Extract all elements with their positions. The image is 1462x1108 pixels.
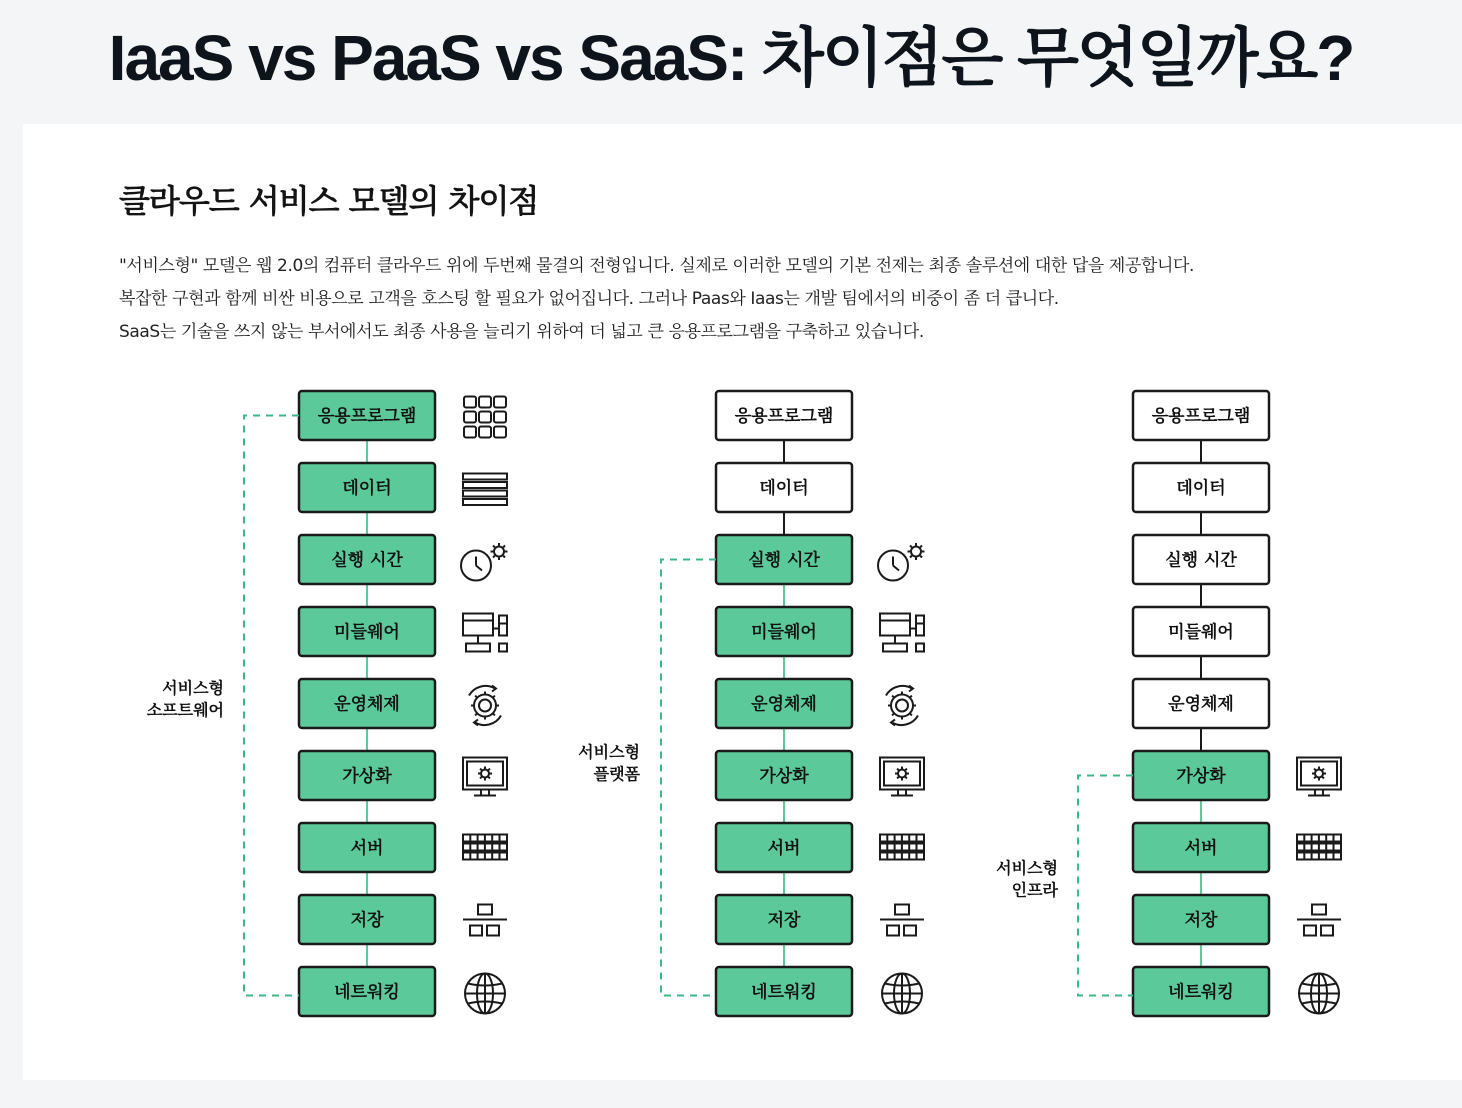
layer-box (1133, 967, 1269, 1016)
layer-label: 서버 (1184, 838, 1218, 859)
storage-icon (880, 905, 924, 936)
layer-box (1133, 751, 1269, 800)
server-rack-icon (880, 835, 924, 860)
runtime-clock-icon (878, 543, 925, 581)
layer-label: 실행 시간 (1165, 550, 1237, 571)
service-label-line: 서비스형 (996, 858, 1058, 878)
storage-icon (1297, 905, 1341, 936)
layer-box (299, 607, 435, 656)
layer-label: 저장 (1184, 910, 1218, 931)
layer-box (716, 463, 852, 512)
layer-label: 응용프로그램 (1151, 406, 1251, 427)
cloud-model-diagram (23, 124, 1462, 1080)
layer-box (716, 895, 852, 944)
virtualization-monitor-icon (880, 758, 924, 796)
service-label-line: 인프라 (1011, 880, 1058, 900)
server-rack-icon (463, 835, 507, 860)
virtualization-monitor-icon (463, 758, 507, 796)
middleware-icon (463, 614, 507, 652)
layer-label: 네트워킹 (334, 982, 400, 1003)
layer-label: 미들웨어 (1168, 622, 1234, 643)
service-label (578, 743, 640, 784)
layer-label: 응용프로그램 (317, 406, 417, 427)
layer-box (299, 751, 435, 800)
layer-label: 가상화 (759, 766, 809, 787)
layer-box (299, 967, 435, 1016)
service-label (996, 859, 1058, 900)
layer-box (1133, 391, 1269, 440)
layer-box (299, 679, 435, 728)
layer-box (716, 391, 852, 440)
layer-box (1133, 823, 1269, 872)
layer-box (1133, 463, 1269, 512)
layer-box (716, 607, 852, 656)
layer-label: 저장 (767, 910, 801, 931)
service-label-line: 소프트웨어 (146, 700, 224, 720)
service-label (147, 679, 224, 720)
model-column (996, 391, 1341, 1016)
layer-label: 실행 시간 (331, 550, 403, 571)
layer-label: 가상화 (1176, 766, 1226, 787)
layer-label: 데이터 (759, 478, 809, 499)
server-rack-icon (1297, 835, 1341, 860)
description-line: 복잡한 구현과 함께 비싼 비용으로 고객을 호스팅 할 필요가 없어집니다. 그러나 Paas와 Iaas는 개발 팀에서의 비중이 좀 더 큽니다. (119, 289, 1059, 309)
layer-label: 실행 시간 (748, 550, 820, 571)
layer-label: 운영체제 (1168, 694, 1234, 715)
layer-box (299, 463, 435, 512)
network-globe-icon (465, 974, 505, 1014)
layer-box (1133, 895, 1269, 944)
layer-label: 서버 (767, 838, 801, 859)
network-globe-icon (1299, 974, 1339, 1014)
layer-box (299, 823, 435, 872)
layer-label: 가상화 (342, 766, 392, 787)
layer-label: 운영체제 (751, 694, 817, 715)
layer-label: 데이터 (342, 478, 392, 499)
layer-label: 네트워킹 (1168, 982, 1234, 1003)
layer-label: 미들웨어 (751, 622, 817, 643)
os-gear-icon (469, 686, 501, 726)
layer-label: 데이터 (1176, 478, 1226, 499)
layer-label: 네트워킹 (751, 982, 817, 1003)
runtime-clock-icon (461, 543, 508, 581)
service-bracket (661, 560, 716, 996)
layer-box (716, 823, 852, 872)
virtualization-monitor-icon (1297, 758, 1341, 796)
service-bracket (1078, 776, 1133, 996)
layer-box (1133, 607, 1269, 656)
service-label-line: 서비스형 (162, 678, 224, 698)
layer-box (716, 967, 852, 1016)
layer-box (299, 895, 435, 944)
layer-box (299, 391, 435, 440)
section-title: 클라우드 서비스 모델의 차이점 (119, 182, 539, 220)
layer-box (299, 535, 435, 584)
middleware-icon (880, 614, 924, 652)
content-card (23, 124, 1462, 1080)
description-line: "서비스형" 모델은 웹 2.0의 컴퓨터 클라우드 위에 두번째 물결의 전형입니다. 실제로 이러한 모델의 기본 전제는 최종 솔루션에 대한 답을 제공합니다. (119, 256, 1195, 276)
layer-box (1133, 535, 1269, 584)
description-line: SaaS는 기술을 쓰지 않는 부서에서도 최종 사용을 늘리기 위하여 더 넓고 큰 응용프로그램을 구축하고 있습니다. (119, 322, 924, 342)
layer-label: 미들웨어 (334, 622, 400, 643)
model-column (147, 391, 508, 1016)
page-title: IaaS vs PaaS vs SaaS: 차이점은 무엇일까요? (108, 22, 1354, 94)
layer-box (1133, 679, 1269, 728)
layer-label: 운영체제 (334, 694, 400, 715)
storage-icon (463, 905, 507, 936)
layer-box (716, 679, 852, 728)
service-bracket (244, 416, 299, 996)
layer-label: 서버 (350, 838, 384, 859)
data-stack-icon (463, 474, 507, 506)
layer-box (716, 535, 852, 584)
os-gear-icon (886, 686, 918, 726)
layer-label: 저장 (350, 910, 384, 931)
service-label-line: 플랫폼 (593, 764, 640, 784)
service-label-line: 서비스형 (578, 742, 640, 762)
model-column (578, 391, 924, 1016)
layer-box (716, 751, 852, 800)
network-globe-icon (882, 974, 922, 1014)
apps-grid-icon (464, 397, 506, 438)
layer-label: 응용프로그램 (734, 406, 834, 427)
